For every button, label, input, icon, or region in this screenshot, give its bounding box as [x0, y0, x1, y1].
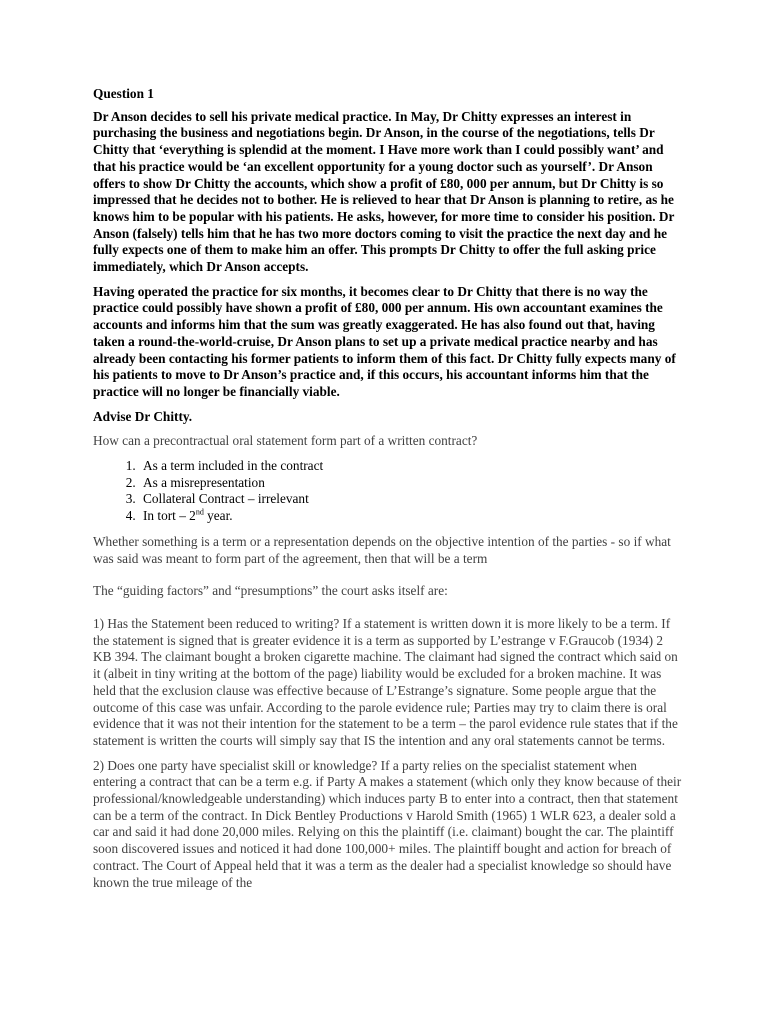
document-page — [93, 86, 683, 899]
list-item — [139, 508, 683, 525]
guiding-factors-intro: The “guiding factors” and “presumptions” the court asks itself are: — [93, 583, 448, 599]
list-item: 2. As a misrepresentation — [139, 475, 683, 492]
list-item: 1. As a term included in the contract — [139, 458, 683, 475]
factor-2-paragraph: 2) Does one party have specialist skill or knowledge? If a party relies on the specialist statement when entering a contract that can be a term e.g. if Party A makes a statement (which only they know because of their professional/knowledgeable understanding) which induces party B to enter into a contract, then that statement can be a term of the contract. In Dick Bentley Productions v Harold Smith (1965) 1 WLR 623, a dealer sold a car and said it had done 20,000 miles. Relying on this the plaintiff (i.e. claimant) bought the car. The plaintiff soon discovered issues and noticed it had done 100,000+ miles. The plaintiff bought and action for breach of contract. The Court of Appeal held that it was a term as the dealer had a specialist knowledge so should have known the true mileage of the — [93, 757, 682, 890]
answer-question: How can a precontractual oral statement form part of a written contract? — [93, 433, 478, 449]
method4-superscript: nd — [195, 507, 204, 517]
list-item: 3. Collateral Contract – irrelevant — [139, 491, 683, 508]
methods-list — [93, 458, 683, 525]
advise-instruction: Advise Dr Chitty. — [93, 408, 193, 424]
question-title: Question 1 — [93, 86, 154, 101]
factor-1-paragraph: 1) Has the Statement been reduced to writing? If a statement is written down it is more likely to be a term. If the statement is signed that is greater evidence it is a term as supported by L’estrange v F.Graucob (1934) 2 KB 394. The claimant bought a broken cigarette machine. The claimant had signed the contract which said on it (albeit in tiny writing at the bottom of the page) liability would be excluded for a broken machine. It was held that the exclusion clause was effective because of L’Estrange’s signature. Some people argue that the outcome of this case was unfair. According to the parole evidence rule; Parties may try to claim there is oral evidence that it was not their intention for the statement to be a term – the parol evidence rule states that if the statement is written the courts will simply say that IS the intention and any oral statements cannot be terms. — [93, 615, 678, 748]
method4-suffix: year. — [203, 508, 233, 524]
scenario-paragraph-2: Having operated the practice for six months, it becomes clear to Dr Chitty that there is no way the practice could possibly have shown a profit of £80, 000 per annum. His own accountant examines the accounts and informs him that the sum was greatly exaggerated. He has also found out that, having taken a round-the-world-cruise, Dr Anson plans to set up a private medical practice nearby and has already been contacting his former patients to inform them of this fact. Dr Chitty fully expects many of his patients to move to Dr Anson’s practice and, if this occurs, his accountant informs him that the practice will no longer be financially viable. — [93, 283, 676, 399]
scenario-paragraph-1: Dr Anson decides to sell his private medical practice. In May, Dr Chitty expresses an interest in purchasing the business and negotiations begin. Dr Anson, in the course of the negotiations, tells Dr Chitty that ‘everything is splendid at the moment. I Have more work than I could possibly want’ and that his practice would be ‘an excellent opportunity for a young doctor such as yourself’. Dr Anson offers to show Dr Chitty the accounts, which show a profit of £80, 000 per annum, but Dr Chitty is so impressed that he decides not to bother. He is relieved to hear that Dr Anson is planning to retire, as he knows him to be popular with his patients. He asks, however, for more time to consider his position. Dr Anson (falsely) tells him that he has two more doctors coming to visit the practice the next day and he fully expects one of them to make him an offer. This prompts Dr Chitty to offer the full asking price immediately, which Dr Anson accepts. — [93, 108, 675, 275]
intention-paragraph: Whether something is a term or a representation depends on the objective intention of the parties - so if what was said was meant to form part of the agreement, then that will be a term — [93, 533, 671, 566]
method4-prefix: In tort – 2 — [143, 508, 196, 524]
